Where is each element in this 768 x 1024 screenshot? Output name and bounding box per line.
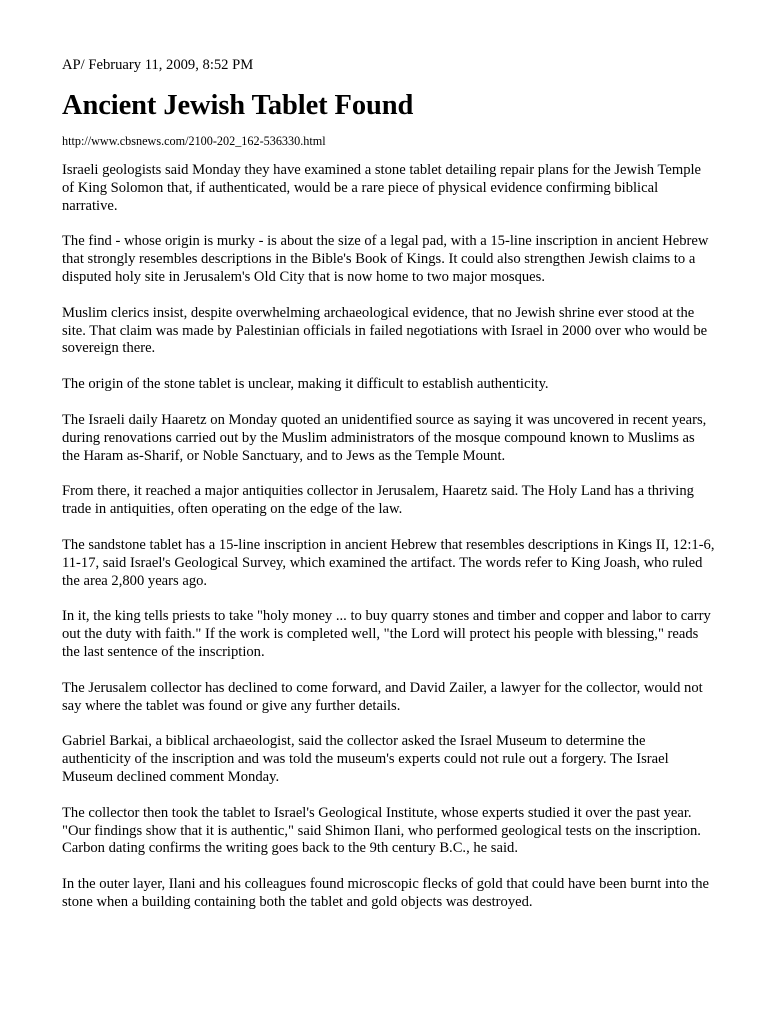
article-paragraph: The Jerusalem collector has declined to come forward, and David Zailer, a lawyer for the collector, would not say where the tablet was found or give any further details.: [62, 679, 703, 714]
source-url: http://www.cbsnews.com/2100-202_162-536330.html: [62, 134, 326, 148]
article-paragraph: Muslim clerics insist, despite overwhelming archaeological evidence, that no Jewish shrine ever stood at the site. That claim was made by Palestinian officials in failed negotiations with Israel in 2000 over who would be sovereign there.: [62, 304, 708, 357]
article-paragraph: The find - whose origin is murky - is about the size of a legal pad, with a 15-line inscription in ancient Hebrew that strongly resembles descriptions in the Bible's Book of Kings. It could also strengthen Jewish claims to a disputed holy site in Jerusalem's Old City that is now home to two major mosques.: [62, 233, 709, 285]
article-paragraph: From there, it reached a major antiquities collector in Jerusalem, Haaretz said. The Holy Land has a thriving trade in antiquities, often operating on the edge of the law.: [62, 483, 694, 518]
article-paragraph: The origin of the stone tablet is unclear, making it difficult to establish authenticity.: [62, 376, 549, 393]
article-paragraph: Israeli geologists said Monday they have examined a stone tablet detailing repair plans for the Jewish Temple of King Solomon that, if authenticated, would be a rare piece of physical evidence confirming biblical narrative.: [62, 162, 702, 214]
dateline: AP/ February 11, 2009, 8:52 PM: [62, 57, 254, 73]
document-page: [62, 56, 716, 930]
article-paragraph: The collector then took the tablet to Israel's Geological Institute, whose experts studied it over the past year. "Our findings show that it is authentic," said Shimon Ilani, who performed geological tests on the inscription. Carbon dating confirms the writing goes back to the 9th century B.C., he said.: [62, 804, 701, 857]
article-paragraph: The Israeli daily Haaretz on Monday quoted an unidentified source as saying it was uncovered in recent years, during renovations carried out by the Muslim administrators of the mosque compound known to Muslims as the Haram as-Sharif, or Noble Sanctuary, and to Jews as the Temple Mount.: [62, 411, 707, 464]
article-paragraph: In it, the king tells priests to take "holy money ... to buy quarry stones and timber and copper and labor to carry out the duty with faith." If the work is completed well, "the Lord will protect his people with blessing," reads the last sentence of the inscription.: [62, 608, 711, 660]
article-paragraph: The sandstone tablet has a 15-line inscription in ancient Hebrew that resembles descriptions in Kings II, 12:1-6, 11-17, said Israel's Geological Survey, which examined the artifact. The words refer to King Joash, who ruled the area 2,800 years ago.: [62, 536, 715, 589]
article-paragraph: In the outer layer, Ilani and his colleagues found microscopic flecks of gold that could have been burnt into the stone when a building containing both the tablet and gold objects was destroyed.: [62, 876, 710, 910]
article-paragraph: Gabriel Barkai, a biblical archaeologist, said the collector asked the Israel Museum to determine the authenticity of the inscription and was told the museum's experts could not rule out a forgery. The Israel Museum declined comment Monday.: [62, 733, 669, 785]
headline: Ancient Jewish Tablet Found: [62, 90, 414, 121]
article-body: [62, 162, 716, 912]
